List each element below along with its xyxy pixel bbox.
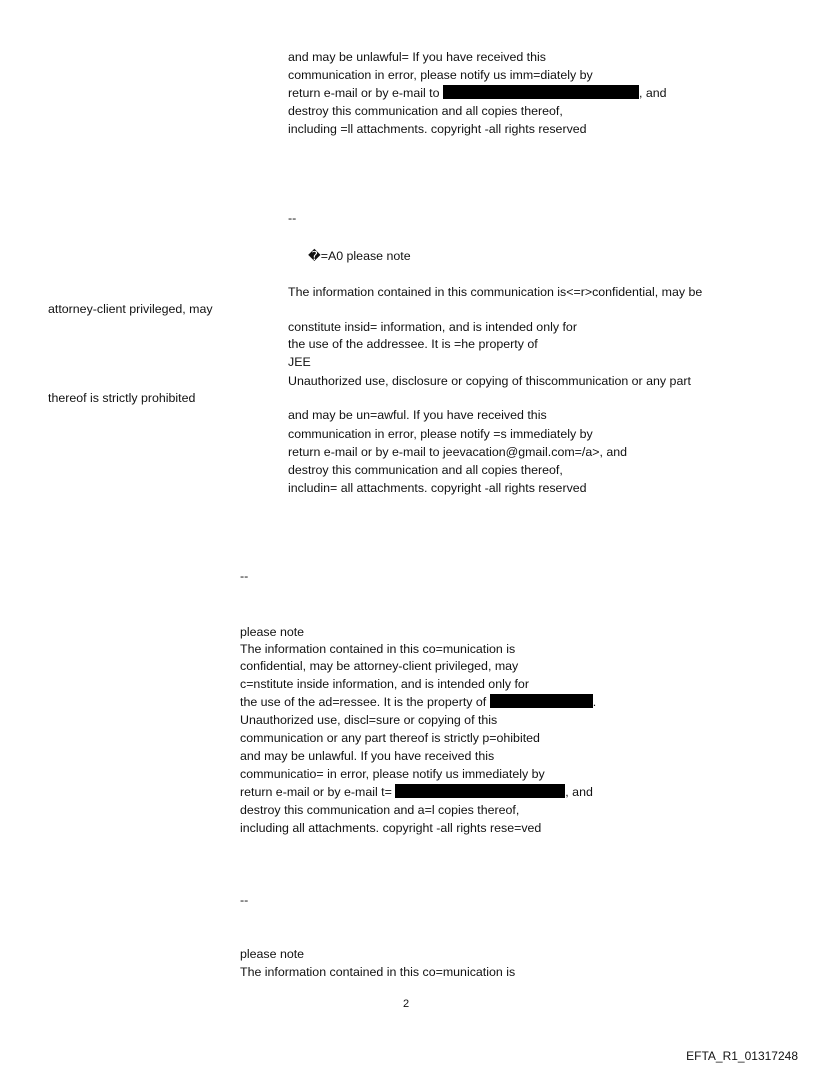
block3-line-redacted	[240, 694, 596, 710]
block2-line: The information contained in this communication is<=r>confidential, may be	[288, 285, 703, 299]
redaction-bar	[443, 85, 639, 99]
block4-line: The information contained in this co=munication is	[240, 965, 516, 979]
please-note-heading: �=A0 please note	[308, 249, 411, 263]
block3-line: confidential, may be attorney-client privileged, may	[240, 659, 519, 673]
block1-line: destroy this communication and all copies thereof,	[288, 104, 563, 118]
block2-line: Unauthorized use, disclosure or copying of thiscommunication or any part	[288, 374, 691, 388]
redaction-bar	[490, 694, 593, 708]
separator: --	[240, 893, 249, 907]
block2-line: JEE	[288, 355, 311, 369]
please-note-heading: please note	[240, 947, 305, 961]
block2-line: includin= all attachments. copyright -all rights reserved	[288, 481, 587, 495]
block3-line-pre: the use of the ad=ressee. It is the property of	[240, 695, 487, 709]
block2-line: communication in error, please notify =s immediately by	[288, 427, 593, 441]
block2-line: constitute insid= information, and is intended only for	[288, 320, 577, 334]
block1-line-redacted	[288, 85, 667, 101]
separator: --	[288, 211, 297, 225]
block3-line-post: , and	[565, 785, 593, 799]
block2-line-overflow: thereof is strictly prohibited	[48, 391, 196, 405]
block3-line-post: .	[592, 695, 597, 709]
block3-line: destroy this communication and a=l copies thereof,	[240, 803, 520, 817]
please-note-heading: please note	[240, 625, 305, 639]
block3-line-pre: return e-mail or by e-mail t=	[240, 785, 392, 799]
separator: --	[240, 569, 249, 583]
page-number: 2	[403, 998, 410, 1010]
block3-line: and may be unlawful. If you have received this	[240, 749, 495, 763]
block2-line: destroy this communication and all copies thereof,	[288, 463, 563, 477]
block3-line: communication or any part thereof is strictly p=ohibited	[240, 731, 540, 745]
block1-line: and may be unlawful= If you have received this	[288, 50, 546, 64]
block3-line: The information contained in this co=munication is	[240, 642, 516, 656]
block2-line: the use of the addressee. It is =he property of	[288, 337, 538, 351]
block3-line: c=nstitute inside information, and is intended only for	[240, 677, 529, 691]
block2-line: and may be un=awful. If you have received this	[288, 408, 547, 422]
block3-line-redacted	[240, 784, 593, 800]
block3-line: including all attachments. copyright -all rights rese=ved	[240, 821, 542, 835]
block2-line-overflow: attorney-client privileged, may	[48, 302, 213, 316]
block1-line-post: , and	[638, 86, 667, 100]
block3-line: communicatio= in error, please notify us immediately by	[240, 767, 545, 781]
block1-line-pre: return e-mail or by e-mail to	[288, 86, 440, 100]
block1-line: including =ll attachments. copyright -all rights reserved	[288, 122, 587, 136]
block2-line: return e-mail or by e-mail to jeevacation@gmail.com=/a>, and	[288, 445, 628, 459]
redaction-bar	[395, 784, 565, 798]
block3-line: Unauthorized use, discl=sure or copying of this	[240, 713, 498, 727]
block1-line: communication in error, please notify us imm=diately by	[288, 68, 593, 82]
bates-number: EFTA_R1_01317248	[686, 1049, 798, 1063]
